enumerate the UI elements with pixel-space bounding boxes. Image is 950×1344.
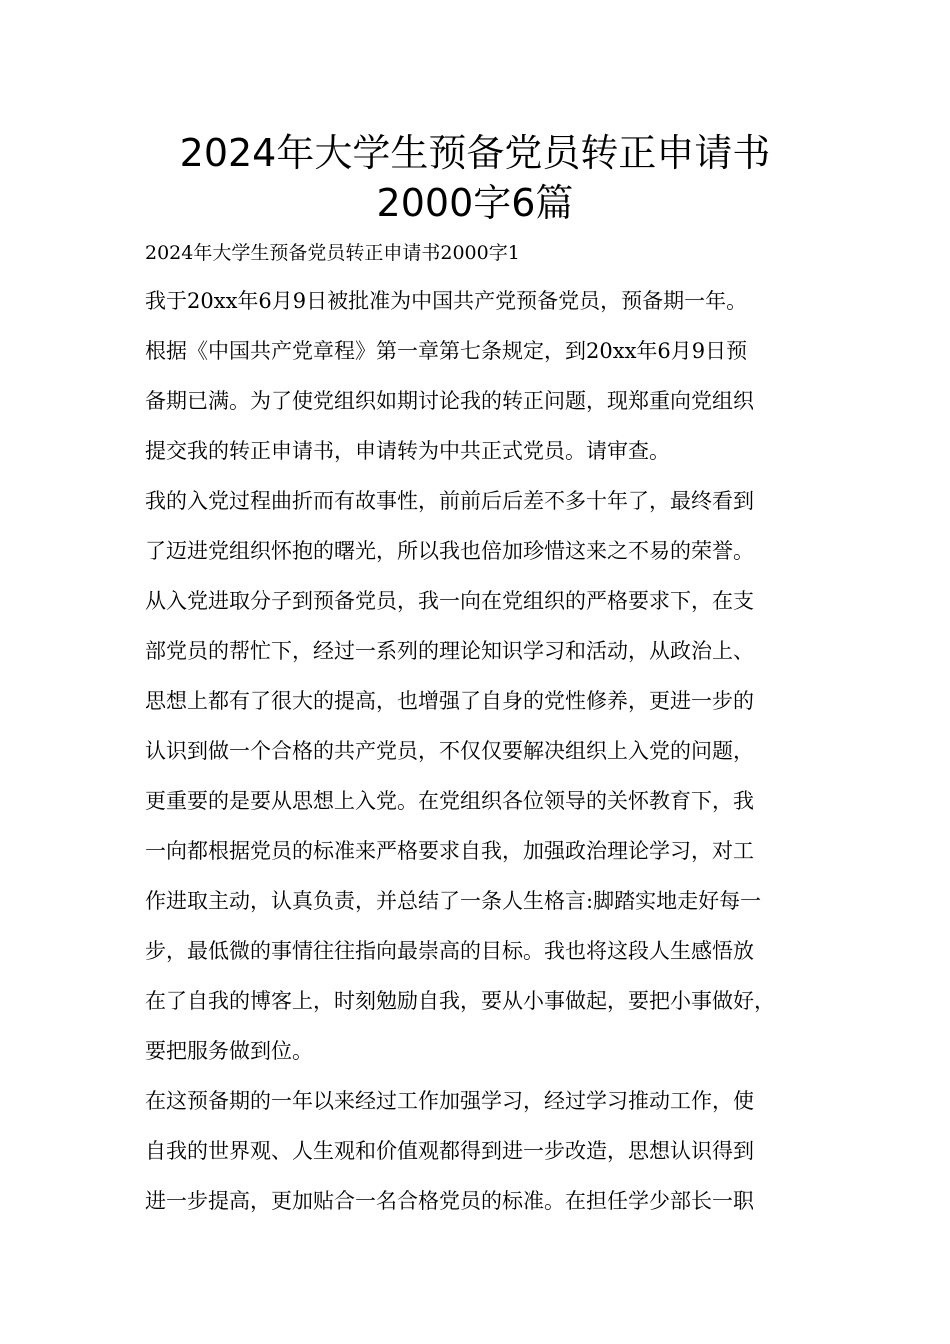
body-line: 在了自我的博客上，时刻勉励自我，要从小事做起，要把小事做好， [145,989,775,1013]
body-line: 根据《中国共产党章程》第一章第七条规定，到20xx年6月9日预 [145,339,748,363]
body-line: 一向都根据党员的标准来严格要求自我，加强政治理论学习，对工 [145,839,754,863]
body-line: 更重要的是要从思想上入党。在党组织各位领导的关怀教育下，我 [145,789,754,813]
body-line: 进一步提高，更加贴合一名合格党员的标准。在担任学少部长一职 [145,1189,754,1213]
body-line: 作进取主动，认真负责，并总结了一条人生格言:脚踏实地走好每一 [145,889,762,913]
body-line: 从入党进取分子到预备党员，我一向在党组织的严格要求下，在支 [145,589,754,613]
body-line: 了迈进党组织怀抱的曙光，所以我也倍加珍惜这来之不易的荣誉。 [145,539,754,563]
body-line: 自我的世界观、人生观和价值观都得到进一步改造，思想认识得到 [145,1139,754,1163]
document-title-line-2: 2000字6篇 [376,181,574,225]
body-line: 提交我的转正申请书，申请转为中共正式党员。请审查。 [145,439,670,463]
document-title-line-1: 2024年大学生预备党员转正申请书 [179,131,771,175]
body-line: 要把服务做到位。 [145,1039,313,1063]
body-line: 我于20xx年6月9日被批准为中国共产党预备党员，预备期一年。 [145,289,748,313]
body-line: 我的入党过程曲折而有故事性，前前后后差不多十年了，最终看到 [145,489,754,513]
body-line: 步，最低微的事情往往指向最崇高的目标。我也将这段人生感悟放 [145,939,754,963]
body-line: 备期已满。为了使党组织如期讨论我的转正问题，现郑重向党组织 [145,389,754,413]
body-line: 认识到做一个合格的共产党员，不仅仅要解决组织上入党的问题， [145,739,754,763]
body-line: 思想上都有了很大的提高，也增强了自身的党性修养，更进一步的 [145,689,754,713]
body-line: 部党员的帮忙下，经过一系列的理论知识学习和活动，从政治上、 [145,639,754,663]
body-line: 在这预备期的一年以来经过工作加强学习，经过学习推动工作，使 [145,1089,754,1113]
section-heading: 2024年大学生预备党员转正申请书2000字1 [145,242,520,264]
